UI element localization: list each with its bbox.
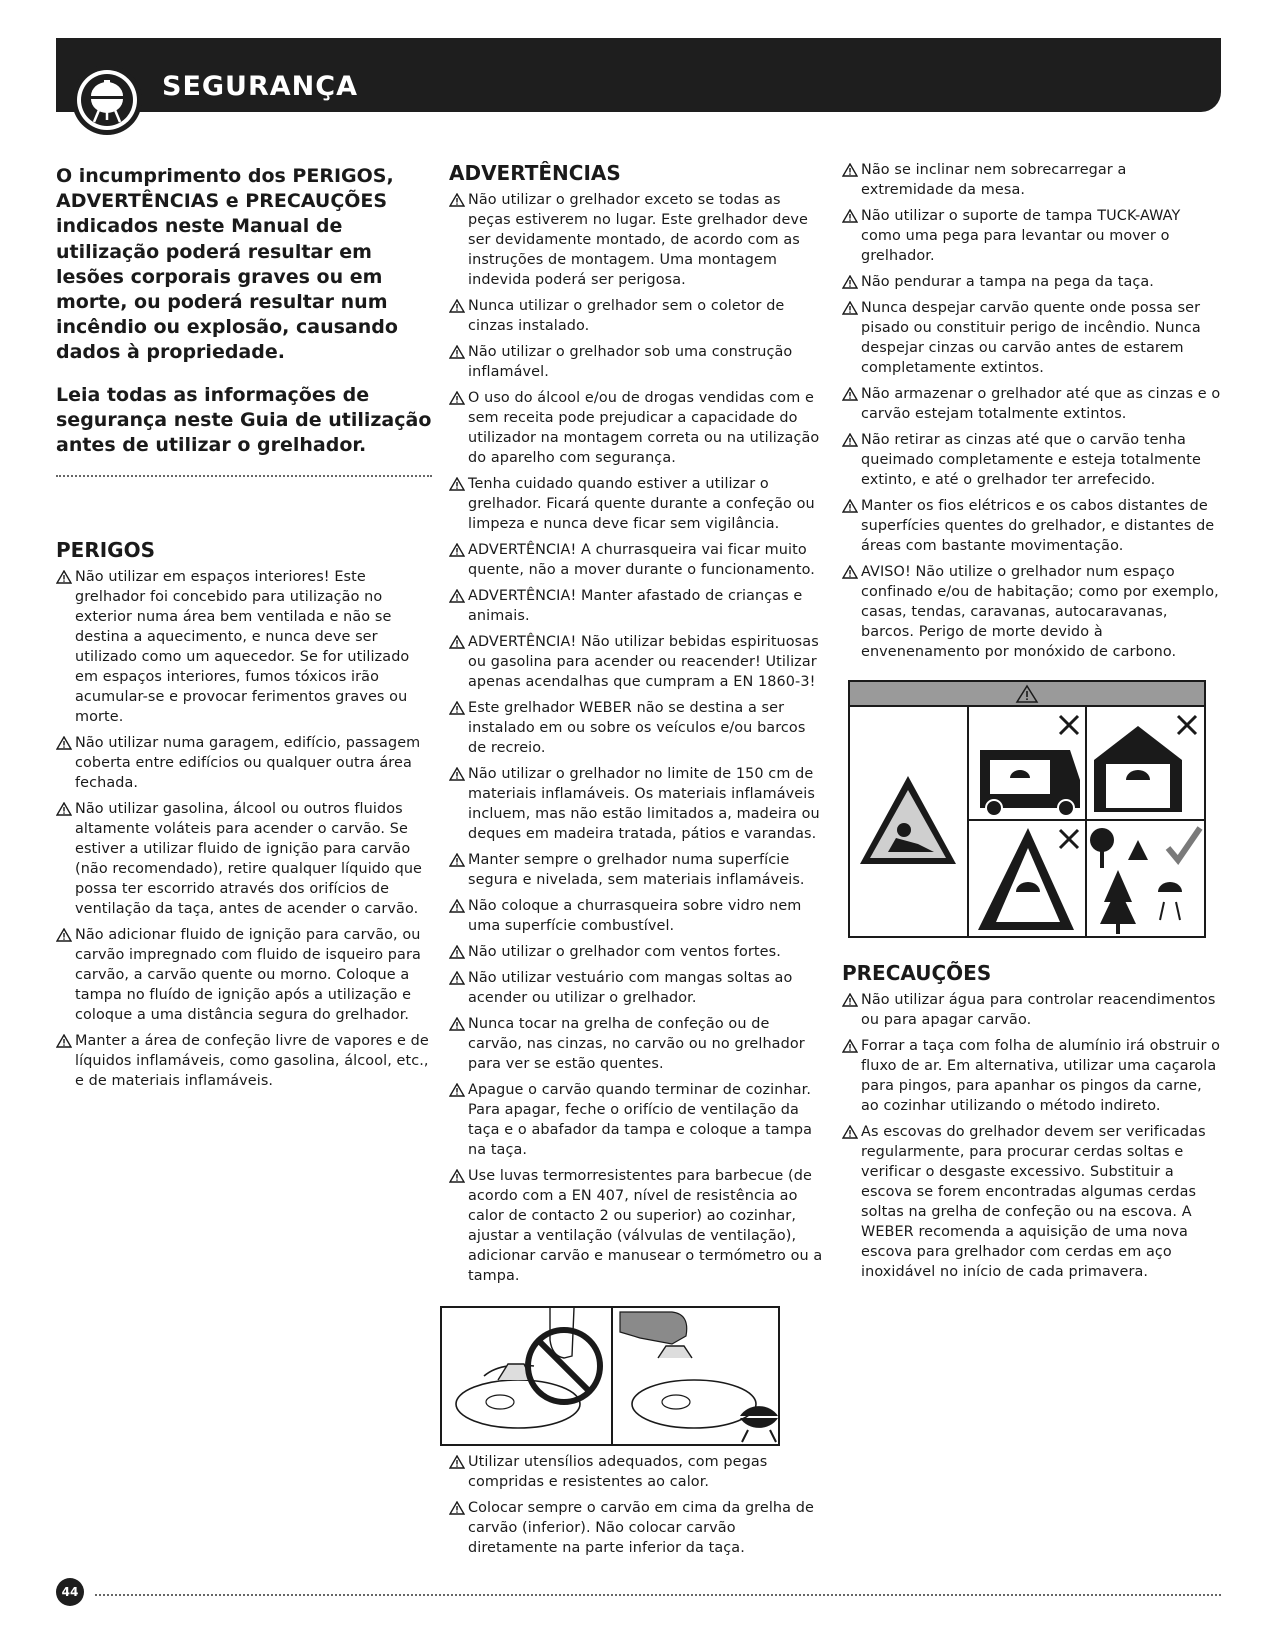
warning-icon bbox=[842, 1039, 858, 1053]
warning-icon bbox=[449, 1169, 465, 1183]
list-item: Utilizar utensílios adequados, com pegas compridas e resistentes ao calor. bbox=[449, 1452, 825, 1492]
advertencias-heading: ADVERTÊNCIAS bbox=[449, 161, 621, 185]
warning-icon bbox=[449, 193, 465, 207]
footer-dotted-line bbox=[95, 1594, 1221, 1596]
list-item: AVISO! Não utilize o grelhador num espaço confinado e/ou de habitação; como por exemplo, casas, tendas, caravanas, autocaravanas, barcos. Perigo de morte devido à envenenamento por monóxido de carbono. bbox=[842, 562, 1222, 662]
page-number: 44 bbox=[56, 1578, 84, 1606]
list-item: O uso do álcool e/ou de drogas vendidas com e sem receita pode prejudicar a capacidade do utilizador na montagem correta ou na utilização do aparelho com segurança. bbox=[449, 388, 825, 468]
warning-icon bbox=[449, 1455, 465, 1469]
list-item: Manter sempre o grelhador numa superfície segura e nivelada, sem materiais inflamáveis. bbox=[449, 850, 825, 890]
list-item: Não coloque a churrasqueira sobre vidro nem uma superfície combustível. bbox=[449, 896, 825, 936]
warning-icon bbox=[449, 635, 465, 649]
precaucoes-list bbox=[842, 990, 1222, 1282]
list-item: Não utilizar água para controlar reacendimentos ou para apagar carvão. bbox=[842, 990, 1222, 1030]
warning-icon bbox=[449, 767, 465, 781]
warning-icon bbox=[842, 433, 858, 447]
kettle-grill-icon bbox=[71, 64, 143, 136]
list-item: Não retirar as cinzas até que o carvão tenha queimado completamente e esteja totalmente extinto, e até o grelhador ter arrefecido. bbox=[842, 430, 1222, 490]
perigos-heading: PERIGOS bbox=[56, 538, 155, 563]
list-item: ADVERTÊNCIA! Manter afastado de crianças e animais. bbox=[449, 586, 825, 626]
warning-icon bbox=[56, 570, 72, 584]
list-item: Não armazenar o grelhador até que as cinzas e o carvão estejam totalmente extintos. bbox=[842, 384, 1222, 424]
warning-icon bbox=[449, 971, 465, 985]
precaucoes-heading: PRECAUÇÕES bbox=[842, 961, 992, 985]
warning-icon bbox=[842, 993, 858, 1007]
list-item: Nunca utilizar o grelhador sem o coletor de cinzas instalado. bbox=[449, 296, 825, 336]
warning-icon bbox=[56, 802, 72, 816]
list-item: Forrar a taça com folha de alumínio irá obstruir o fluxo de ar. Em alternativa, utilizar uma caçarola para pingos, para apanhar os pingos da carne, ao cozinhar utilizando o método indireto. bbox=[842, 1036, 1222, 1116]
warning-icon bbox=[449, 589, 465, 603]
warning-icon bbox=[842, 387, 858, 401]
warning-icon bbox=[449, 299, 465, 313]
warning-icon bbox=[56, 928, 72, 942]
warning-icon bbox=[842, 301, 858, 315]
list-item: Não pendurar a tampa na pega da taça. bbox=[842, 272, 1222, 292]
list-item: Nunca tocar na grelha de confeção ou de carvão, nas cinzas, no carvão ou no grelhador para ver se estão quentes. bbox=[449, 1014, 825, 1074]
advertencias-list-col3 bbox=[842, 160, 1222, 662]
warning-icon bbox=[449, 345, 465, 359]
list-item: Não utilizar o grelhador sob uma construção inflamável. bbox=[449, 342, 825, 382]
column-left bbox=[56, 160, 432, 1097]
list-item: Não utilizar o suporte de tampa TUCK-AWAY como uma pega para levantar ou mover o grelhador. bbox=[842, 206, 1222, 266]
warning-icon bbox=[449, 899, 465, 913]
warning-icon bbox=[842, 1125, 858, 1139]
glove-lid-illustration bbox=[440, 1306, 780, 1446]
list-item: Apague o carvão quando terminar de cozinhar. Para apagar, feche o orifício de ventilação da taça e o abafador da tampa e coloque a tampa na taça. bbox=[449, 1080, 825, 1160]
advertencias-list-continued bbox=[449, 1452, 825, 1564]
list-item: Tenha cuidado quando estiver a utilizar o grelhador. Ficará quente durante a confeção ou limpeza e nunca deve ficar sem vigilância. bbox=[449, 474, 825, 534]
intro-warning: O incumprimento dos PERIGOS, ADVERTÊNCIAS e PRECAUÇÕES indicados neste Manual de utilização poderá resultar em lesões corporais graves ou em morte, ou poderá resultar num incêndio ou explosão, causando dados à propriedade. bbox=[56, 165, 398, 364]
list-item: Nunca despejar carvão quente onde possa ser pisado ou constituir perigo de incêndio. Nunca despejar cinzas ou carvão antes de estarem completamente extintos. bbox=[842, 298, 1222, 378]
list-item: As escovas do grelhador devem ser verificadas regularmente, para procurar cerdas soltas e verificar o desgaste excessivo. Substituir a escova se forem encontradas algumas cerdas soltas na grelha de confeção ou na escova. A WEBER recomenda a aquisição de uma nova escova para grelhador com cerdas em aço inoxidável no início de cada primavera. bbox=[842, 1122, 1222, 1282]
warning-icon bbox=[449, 477, 465, 491]
list-item: Colocar sempre o carvão em cima da grelha de carvão (inferior). Não colocar carvão diretamente na parte inferior da taça. bbox=[449, 1498, 825, 1558]
list-item: Use luvas termorresistentes para barbecue (de acordo com a EN 407, nível de resistência ao calor de contacto 2 ou superior) ao cozinhar, ajustar a ventilação (válvulas de ventilação), adicionar carvão e manusear o termómetro ou a tampa. bbox=[449, 1166, 825, 1286]
warning-icon bbox=[842, 209, 858, 223]
warning-icon bbox=[449, 1083, 465, 1097]
column-right bbox=[842, 160, 1222, 668]
page-title: SEGURANÇA bbox=[162, 71, 358, 102]
list-item: Não utilizar o grelhador exceto se todas as peças estiverem no lugar. Este grelhador deve ser devidamente montado, de acordo com as instruções de montagem. Uma montagem indevida poderá ser perigosa. bbox=[449, 190, 825, 290]
list-item: Não utilizar vestuário com mangas soltas ao acender ou utilizar o grelhador. bbox=[449, 968, 825, 1008]
intro-read-info: Leia todas as informações de segurança neste Guia de utilização antes de utilizar o grelhador. bbox=[56, 383, 432, 457]
list-item: ADVERTÊNCIA! A churrasqueira vai ficar muito quente, não a mover durante o funcionamento. bbox=[449, 540, 825, 580]
list-item: Não se inclinar nem sobrecarregar a extremidade da mesa. bbox=[842, 160, 1222, 200]
warning-icon bbox=[449, 701, 465, 715]
list-item: Manter a área de confeção livre de vapores e de líquidos inflamáveis, como gasolina, álcool, etc., e de materiais inflamáveis. bbox=[56, 1031, 432, 1091]
advertencias-list bbox=[449, 190, 825, 1286]
warning-icon bbox=[449, 945, 465, 959]
list-item: Manter os fios elétricos e os cabos distantes de superfícies quentes do grelhador, e distantes de áreas com bastante movimentação. bbox=[842, 496, 1222, 556]
warning-icon bbox=[842, 275, 858, 289]
carbon-monoxide-pictogram bbox=[848, 680, 1206, 938]
perigos-list bbox=[56, 567, 432, 1091]
list-item: Não utilizar o grelhador com ventos fortes. bbox=[449, 942, 825, 962]
warning-icon bbox=[449, 543, 465, 557]
list-item: Não utilizar gasolina, álcool ou outros fluidos altamente voláteis para acender o carvão. Se estiver a utilizar fluido de ignição para carvão (não recomendado), retire qualquer líquido que possa ter escorrido através dos orifícios de ventilação da taça, antes de acender o carvão. bbox=[56, 799, 432, 919]
list-item: Não utilizar o grelhador no limite de 150 cm de materiais inflamáveis. Os materiais inflamáveis incluem, mas não estão limitados a, madeira ou deques em madeira tratada, pátios e varandas. bbox=[449, 764, 825, 844]
warning-icon bbox=[449, 1501, 465, 1515]
warning-icon bbox=[842, 163, 858, 177]
list-item: Não utilizar numa garagem, edifício, passagem coberta entre edifícios ou qualquer outra área fechada. bbox=[56, 733, 432, 793]
precaucoes-section bbox=[842, 960, 1222, 1288]
warning-icon bbox=[56, 1034, 72, 1048]
list-item: Este grelhador WEBER não se destina a ser instalado em ou sobre os veículos e/ou barcos de recreio. bbox=[449, 698, 825, 758]
column-middle bbox=[449, 160, 825, 1292]
list-item: Não adicionar fluido de ignição para carvão, ou carvão impregnado com fluido de isqueiro para carvão, a carvão quente ou morno. Coloque a tampa no fluído de ignição após a utilização e coloque a uma distância segura do grelhador. bbox=[56, 925, 432, 1025]
warning-icon bbox=[449, 1017, 465, 1031]
warning-icon bbox=[449, 391, 465, 405]
dotted-divider bbox=[56, 475, 432, 477]
warning-icon bbox=[449, 853, 465, 867]
list-item: ADVERTÊNCIA! Não utilizar bebidas espirituosas ou gasolina para acender ou reacender! Utilizar apenas acendalhas que cumpram a EN 1860-3! bbox=[449, 632, 825, 692]
warning-icon bbox=[842, 565, 858, 579]
warning-icon bbox=[56, 736, 72, 750]
list-item: Não utilizar em espaços interiores! Este grelhador foi concebido para utilização no exterior numa área bem ventilada e não se destina a aquecimento, e nunca deve ser utilizado como um aquecedor. Se for utilizado em espaços interiores, fumos tóxicos irão acumular-se e provocar ferimentos graves ou morte. bbox=[56, 567, 432, 727]
warning-icon bbox=[842, 499, 858, 513]
